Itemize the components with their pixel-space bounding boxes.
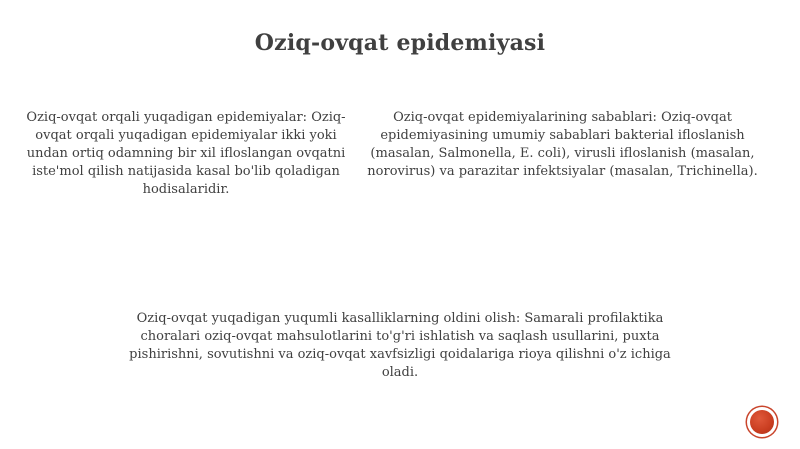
slide-title: Oziq-ovqat epidemiyasi: [254, 30, 546, 56]
paragraph-prevention: Oziq-ovqat yuqadigan yuqumli kasalliklarning oldini olish: Samarali profilaktika choralari oziq-ovqat mahsulotlarini to'g'ri ishlatish va saqlash usullarini, puxta pishirishni, sovutishni va oziq-ovqat xavfsizligi qoidalariga rioya qilishni o'z ichiga oladi.: [129, 311, 671, 380]
paragraph-definition: Oziq-ovqat orqali yuqadigan epidemiyalar: Oziq-ovqat orqali yuqadigan epidemiyalar ikki yoki undan ortiq odamning bir xil ifloslangan ovqatni iste'mol qilish natijasida kasal bo'lib qoladigan hodisalaridir.: [26, 110, 346, 197]
paragraph-causes: Oziq-ovqat epidemiyalarining sabablari: Oziq-ovqat epidemiyasining umumiy sabablari bakterial ifloslanish (masalan, Salmonella, E. coli), virusli ifloslanish (masalan, norovirus) va parazitar infektsiyalar (masalan, Trichinella).: [367, 110, 758, 179]
circle-button-icon: [750, 410, 774, 434]
slide-nav-button[interactable]: [747, 407, 777, 437]
